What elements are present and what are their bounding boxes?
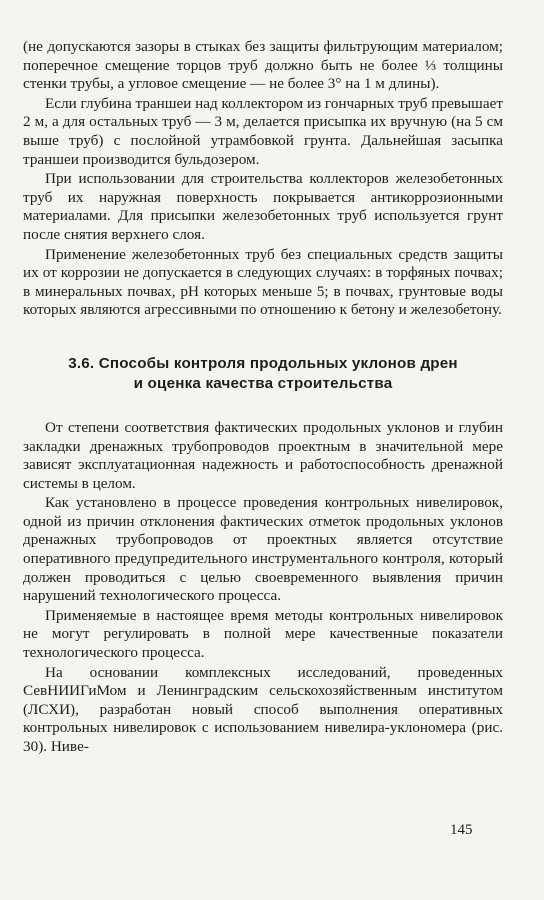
page-body xyxy=(23,38,503,757)
paragraph: Как установлено в процессе проведения контрольных нивелировок, одной из причин отклонения фактических отметок продольных уклонов дренажных трубопроводов от проектных является отсутствие оперативного предупредительного инструментального контроля, который должен проводиться с целью своевременного выявления причин нарушений технологического процесса. xyxy=(23,494,503,605)
paragraph: Применяемые в настоящее время методы контрольных нивелировок не могут регулировать в полной мере качественные показатели технологического процесса. xyxy=(23,606,503,662)
section-heading-line-1: 3.6. Способы контроля продольных уклонов дрен xyxy=(68,354,458,372)
paragraph: На основании комплексных исследований, проведенных СевНИИГиМом и Ленинградским сельскохозяйственным институтом (ЛСХИ), разработан новый способ выполнения оперативных контрольных нивелировок с использованием нивелира-уклономера (рис. 30). Нивe- xyxy=(23,663,503,755)
paragraph: Применение железобетонных труб без специальных средств защиты их от коррозии не допускается в следующих случаях: в торфяных почвах; в минеральных почвах, pH которых меньше 5; в почвах, грунтовые воды которых являются агрессивными по отношению к бетону и железобетону. xyxy=(23,245,503,319)
section-heading-line-2: и оценка качества строительства xyxy=(133,374,393,392)
paragraph: При использовании для строительства коллекторов железобетонных труб их наружная поверхность покрывается антикоррозионными материалами. Для присыпки железобетонных труб используется грунт после снятия верхнего слоя. xyxy=(23,170,503,243)
paragraph: От степени соответствия фактических продольных уклонов и глубин закладки дренажных трубопроводов проектным в значительной мере зависят эксплуатационная надежность и работоспособность дренажной системы в целом. xyxy=(23,418,503,492)
paragraph: Если глубина траншеи над коллектором из гончарных труб превышает 2 м, а для остальных труб — 3 м, делается присыпка их вручную (на 5 см выше труб) с послойной утрамбовкой грунта. Дальнейшая засыпка траншеи производится бульдозером. xyxy=(23,94,503,168)
paragraph: (не допускаются зазоры в стыках без защиты фильтрующим материалом; поперечное смещение торцов труб должно быть не более ⅓ толщины стенки трубы, а угловое смещение — не более 3° на 1 м длины). xyxy=(23,38,503,93)
section-heading xyxy=(23,354,503,394)
page-number: 145 xyxy=(450,822,473,838)
